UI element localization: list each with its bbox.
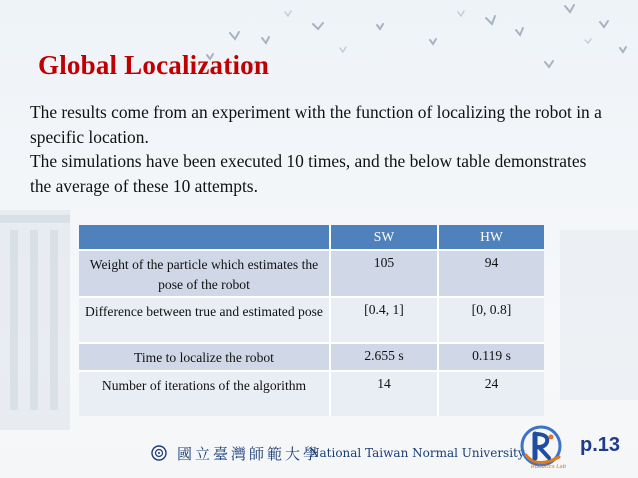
results-table (79, 225, 544, 416)
table-row (79, 371, 544, 416)
table-header-metric (79, 225, 330, 250)
table-row (79, 343, 544, 371)
table-cell-hw: 94 (438, 250, 544, 297)
table-cell-sw: [0.4, 1] (330, 297, 438, 343)
table-cell-sw: 2.655 s (330, 343, 438, 371)
table-cell-hw: 0.119 s (438, 343, 544, 371)
table-row (79, 297, 544, 343)
table-header-hw: HW (438, 225, 544, 250)
slide-title: Global Localization (38, 50, 270, 80)
table-cell-sw: 105 (330, 250, 438, 297)
table-header-row (79, 225, 544, 250)
university-name-english: National Taiwan Normal University (309, 446, 525, 460)
table-cell-hw: 24 (438, 371, 544, 416)
table-cell-metric: Weight of the particle which estimates the pose of the robot (79, 250, 330, 297)
table-header-sw: SW (330, 225, 438, 250)
table-row (79, 250, 544, 297)
table-cell-hw: [0, 0.8] (438, 297, 544, 343)
paragraph-experiment: The results come from an experiment with the function of localizing the robot in a specific location. (30, 102, 602, 147)
table-cell-metric: Number of iterations of the algorithm (79, 371, 330, 416)
table-cell-sw: 14 (330, 371, 438, 416)
svg-text:Robotics Lab: Robotics Lab (531, 464, 567, 470)
robotics-lab-logo-icon (517, 425, 577, 470)
page-number: p.13 (580, 434, 621, 456)
slide-body-text (30, 100, 610, 198)
university-name-chinese: 國立臺灣師範大學 (177, 445, 322, 463)
paragraph-simulations: The simulations have been executed 10 times, and the below table demonstrates the average of these 10 attempts. (30, 151, 587, 196)
table-cell-metric: Time to localize the robot (79, 343, 330, 371)
university-seal-icon (151, 445, 167, 461)
table-cell-metric: Difference between true and estimated pose (79, 297, 330, 343)
